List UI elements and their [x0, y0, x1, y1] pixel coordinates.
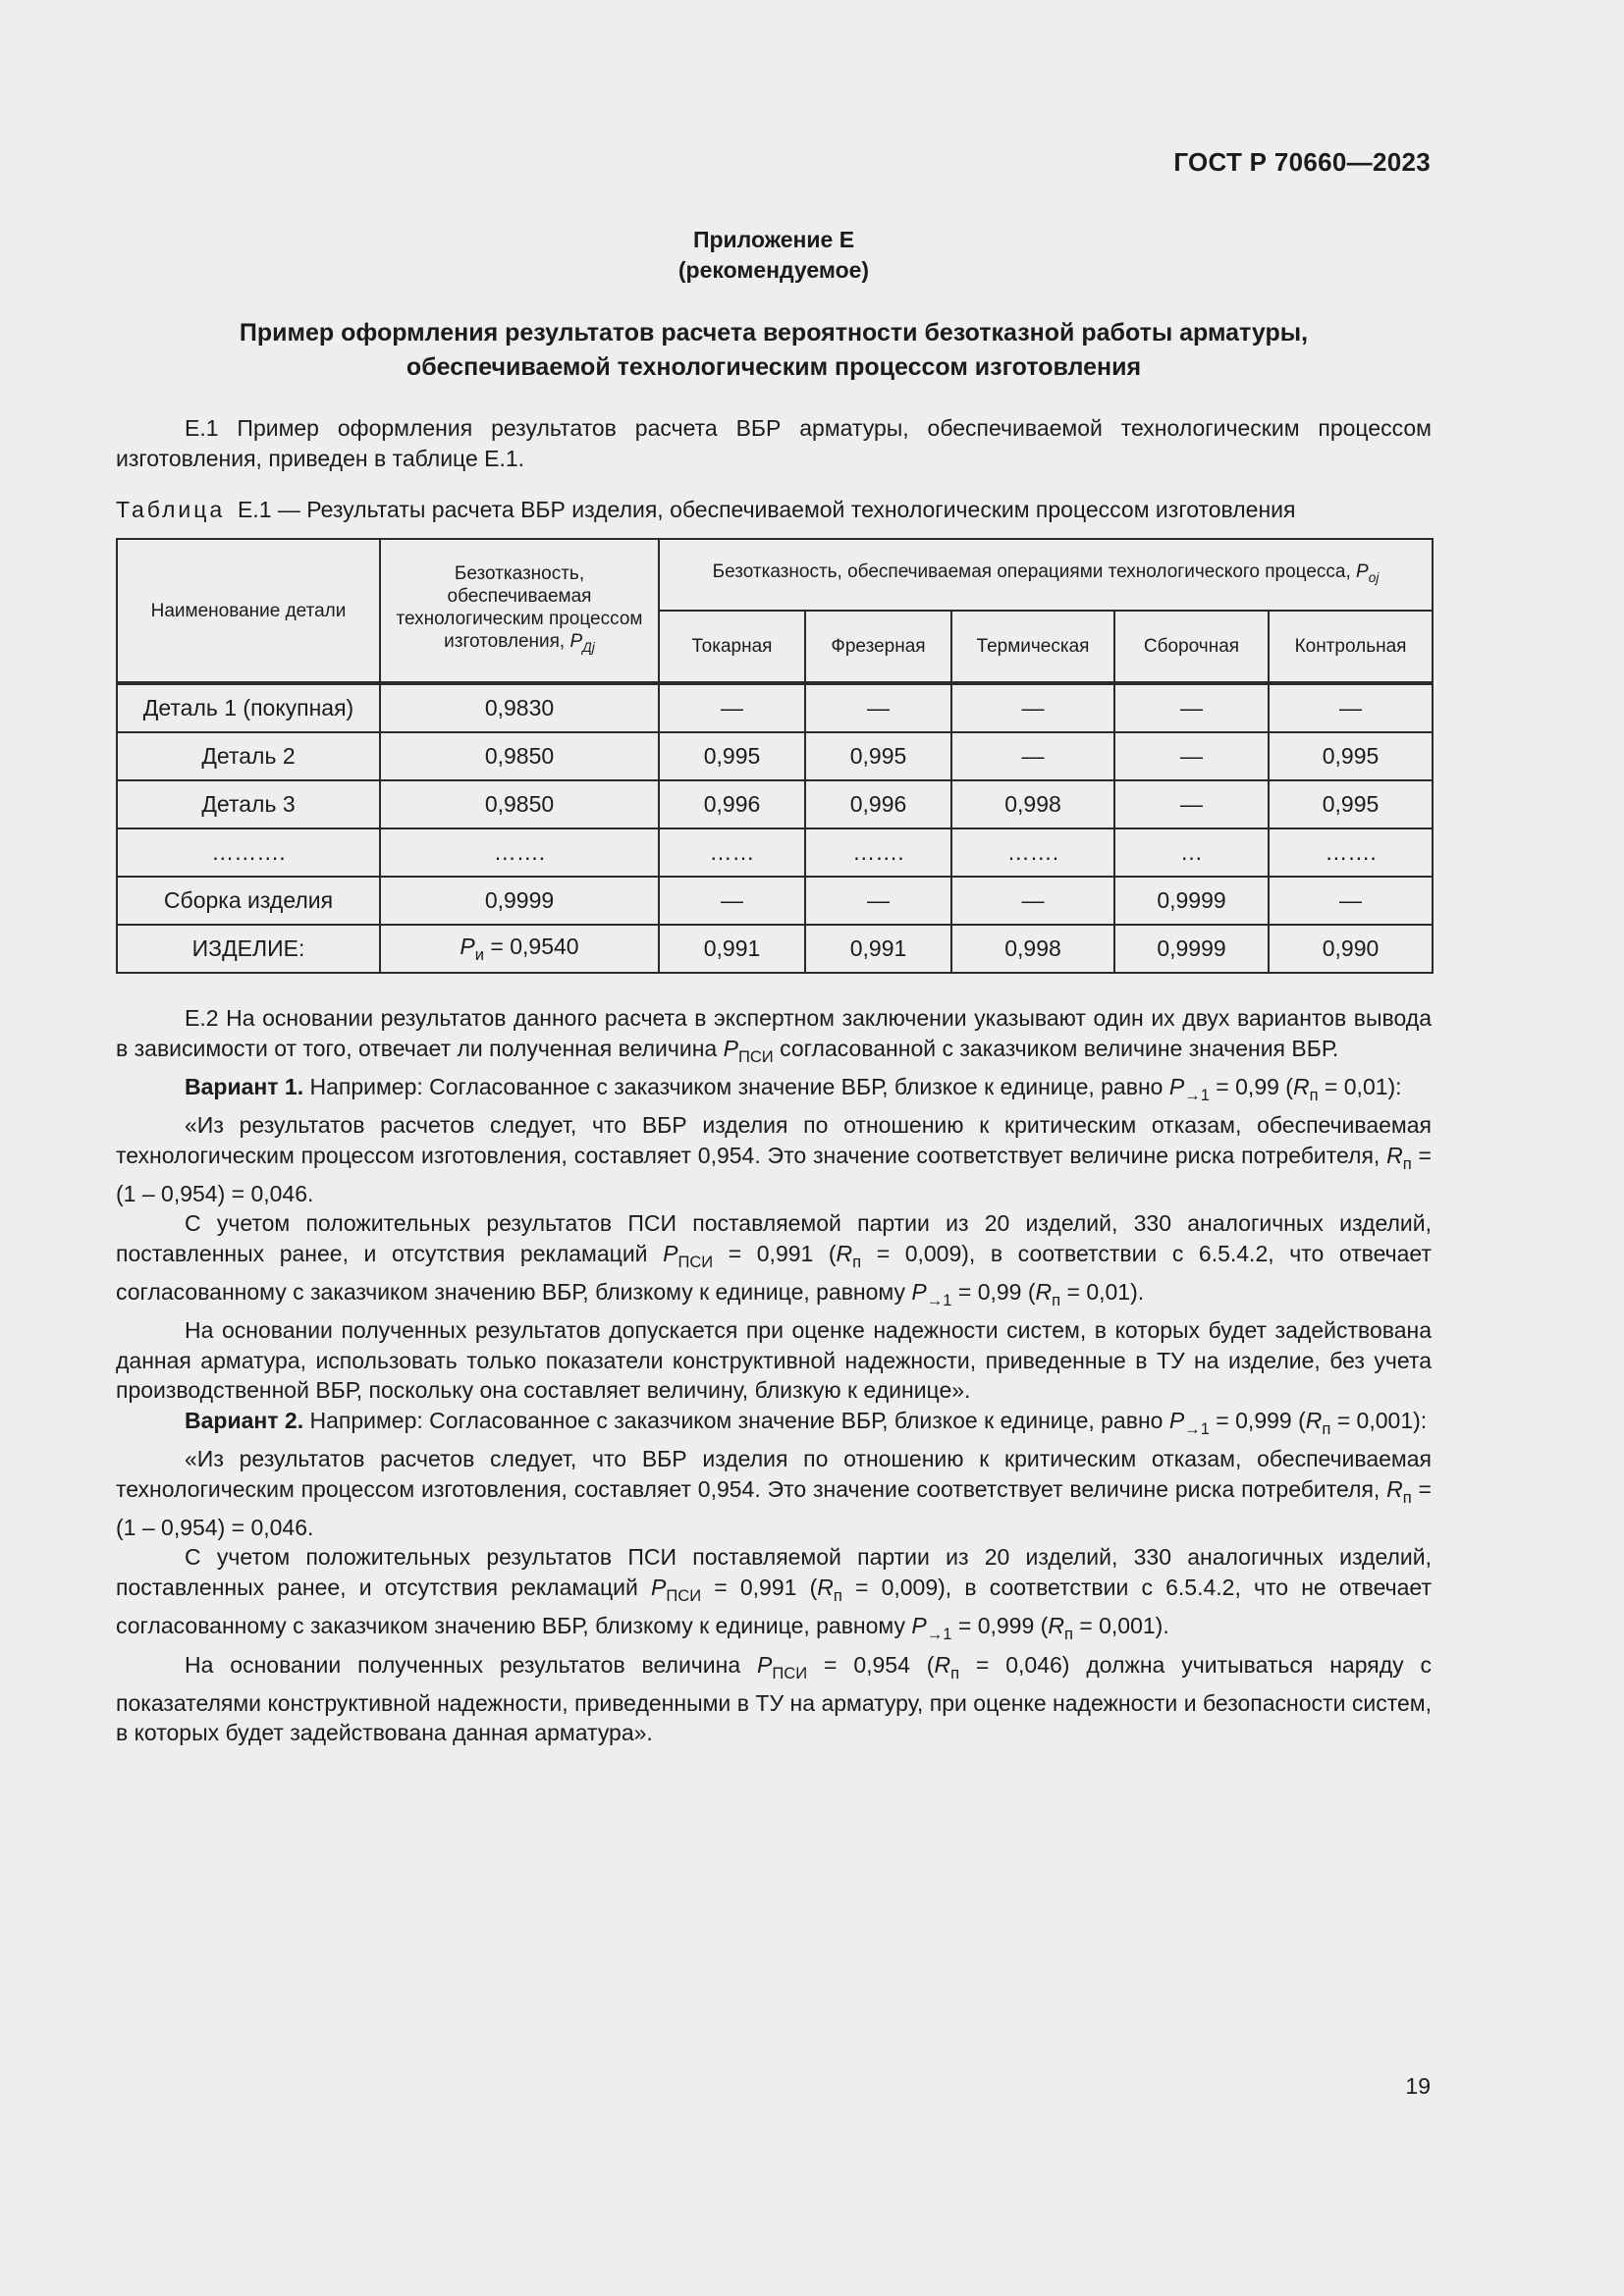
text-run: = 0,99 (	[951, 1279, 1036, 1306]
cell-value: 0,998	[951, 780, 1114, 828]
table-row	[117, 732, 1433, 780]
cell-tech	[380, 925, 659, 973]
subscript: →1	[926, 1625, 952, 1644]
table-row	[117, 780, 1433, 828]
subscript: п	[1402, 1487, 1412, 1507]
subscript: п	[1309, 1085, 1319, 1104]
subscript: п	[1052, 1290, 1061, 1309]
cell-value: —	[1269, 877, 1433, 925]
cell-name: ИЗДЕЛИЕ:	[117, 925, 380, 973]
text-run: С учетом положительных результатов ПСИ поставляемой партии из 20 изделий, 330 аналогичных изделий, поставленных ранее, и отсутствия рекламаций	[116, 1210, 1432, 1266]
col-header-op: Токарная	[659, 611, 805, 683]
text-run: = 0,001).	[1072, 1613, 1169, 1639]
cell-value: 0,990	[1269, 925, 1433, 973]
symbol: P	[911, 1279, 927, 1306]
variant-label: Вариант 2.	[185, 1407, 304, 1433]
col-header-op: Термическая	[951, 611, 1114, 683]
table-caption-prefix: Таблица	[116, 497, 226, 522]
variant-label: Вариант 1.	[185, 1073, 304, 1099]
cell-value: 0,995	[805, 732, 951, 780]
cell-value: …….	[805, 828, 951, 877]
cell-value: —	[1114, 780, 1269, 828]
cell-value: 0,996	[805, 780, 951, 828]
cell-value: —	[805, 683, 951, 732]
symbol: R	[1305, 1407, 1323, 1433]
text-run: = 0,999 (	[1209, 1407, 1306, 1433]
text-run: На основании полученных результатов величина	[185, 1651, 758, 1678]
symbol: P	[757, 1651, 773, 1678]
col-header-op: Фрезерная	[805, 611, 951, 683]
cell-value: ……	[659, 828, 805, 877]
text-run: Е.2 На основании результатов данного расчета в экспертном заключении указывают один их двух вариантов вывода в зависимости от того, отвечает ли полученная величина	[116, 1005, 1432, 1061]
cell-value: 0,991	[805, 925, 951, 973]
text-run: С учетом положительных результатов ПСИ поставляемой партии из 20 изделий, 330 аналогичных изделий, поставленных ранее, и отсутствия рекламаций	[116, 1544, 1432, 1600]
cell-value: 0,995	[1269, 732, 1433, 780]
col-header-op: Контрольная	[1269, 611, 1433, 683]
symbol: R	[1386, 1475, 1403, 1502]
table-row	[117, 683, 1433, 732]
paragraph-psi-1	[116, 1208, 1432, 1315]
body-text	[116, 1003, 1432, 1748]
subscript: п	[1322, 1418, 1331, 1438]
paragraph-quote-2	[116, 1444, 1432, 1542]
col-header-tech-subscript: Дj	[582, 639, 595, 655]
cell-value: —	[951, 877, 1114, 925]
cell-value: —	[1114, 732, 1269, 780]
results-table	[116, 538, 1434, 974]
section-title-line-2: обеспечиваемой технологическим процессом изготовления	[406, 353, 1142, 381]
text-run: = 0,01):	[1318, 1073, 1402, 1099]
table-row	[117, 877, 1433, 925]
cell-tech: 0,9830	[380, 683, 659, 732]
paragraph-variant-2	[116, 1406, 1432, 1444]
table-caption-text: Е.1 — Результаты расчета ВБР изделия, обеспечиваемой технологическим процессом изготовления	[237, 497, 1296, 522]
text-run: = 0,01).	[1060, 1279, 1145, 1306]
text-run: = 0,99 (	[1209, 1073, 1293, 1099]
paragraph-conclusion-1: На основании полученных результатов допускается при оценке надежности систем, в которых будет задействована данная арматура, использовать только показатели конструктивной надежности, приведенные в ТУ на изделие, без учета производственной ВБР, поскольку она составляет величину, близкую к единице».	[116, 1317, 1432, 1404]
text-run: = 0,009), в соответствии с 6.5.4.2, что не отвечает согласованному с заказчиком значению ВБР, близкому к единице, равному	[116, 1574, 1432, 1639]
symbol: P	[723, 1035, 738, 1061]
subscript: п	[1063, 1625, 1073, 1644]
col-header-tech-text: Безотказность, обеспечиваемая технологическим процессом изготовления,	[396, 563, 643, 653]
symbol: R	[1035, 1279, 1053, 1306]
appendix-title: Приложение Е	[692, 227, 855, 252]
cell-value: …….	[951, 828, 1114, 877]
subscript: ПСИ	[677, 1252, 714, 1271]
section-title	[116, 316, 1432, 385]
symbol: R	[1386, 1142, 1403, 1168]
cell-value: —	[1269, 683, 1433, 732]
paragraph-variant-1	[116, 1072, 1432, 1110]
standard-number: ГОСТ Р 70660—2023	[1173, 147, 1431, 177]
col-header-operations-symbol: P	[1356, 561, 1369, 583]
subscript: п	[950, 1663, 960, 1682]
cell-name: Деталь 3	[117, 780, 380, 828]
paragraph-conclusion-2	[116, 1650, 1432, 1748]
total-symbol: P	[460, 933, 475, 959]
text-run: «Из результатов расчетов следует, что ВБР изделия по отношению к критическим отказам, обеспечиваемая технологическим процессом изготовления, составляет 0,954. Это значение соответствует величине риска потребителя,	[116, 1112, 1432, 1168]
cell-tech: …….	[380, 828, 659, 877]
cell-value: —	[805, 877, 951, 925]
col-header-operations	[659, 539, 1433, 611]
col-header-operations-text: Безотказность, обеспечиваемая операциями технологического процесса,	[712, 561, 1351, 583]
table-row-total	[117, 925, 1433, 973]
cell-value: 0,995	[1269, 780, 1433, 828]
subscript: →1	[926, 1290, 952, 1309]
paragraph-quote-1	[116, 1110, 1432, 1208]
text-run: = 0,991 (	[701, 1574, 818, 1600]
cell-value: 0,9999	[1114, 877, 1269, 925]
paragraph-psi-2	[116, 1542, 1432, 1649]
text-run: = 0,001):	[1330, 1407, 1428, 1433]
cell-tech: 0,9850	[380, 732, 659, 780]
paragraph-e2	[116, 1003, 1432, 1072]
cell-name: ……….	[117, 828, 380, 877]
text-run: = (1 – 0,954) = 0,046.	[116, 1475, 1432, 1540]
cell-value: 0,998	[951, 925, 1114, 973]
cell-tech: 0,9850	[380, 780, 659, 828]
cell-tech: 0,9999	[380, 877, 659, 925]
table-row	[117, 828, 1433, 877]
subscript: п	[852, 1252, 862, 1271]
total-value: = 0,9540	[484, 933, 579, 959]
cell-value: —	[951, 732, 1114, 780]
symbol: P	[1168, 1407, 1185, 1433]
col-header-tech	[380, 539, 659, 683]
text-run: = (1 – 0,954) = 0,046.	[116, 1142, 1432, 1206]
appendix-subtitle: (рекомендуемое)	[677, 257, 870, 283]
text-run: «Из результатов расчетов следует, что ВБР изделия по отношению к критическим отказам, обеспечиваемая технологическим процессом изготовления, составляет 0,954. Это значение соответствует величине риска потребителя,	[116, 1446, 1432, 1502]
cell-value: 0,9999	[1114, 925, 1269, 973]
cell-name: Деталь 1 (покупная)	[117, 683, 380, 732]
symbol: R	[836, 1240, 853, 1266]
cell-value: —	[659, 877, 805, 925]
symbol: R	[1048, 1613, 1064, 1639]
cell-value: …	[1114, 828, 1269, 877]
subscript: ПСИ	[666, 1585, 702, 1605]
text-run: = 0,991 (	[713, 1240, 837, 1266]
cell-value: …….	[1269, 828, 1433, 877]
col-header-op: Сборочная	[1114, 611, 1269, 683]
symbol: R	[1292, 1073, 1310, 1099]
cell-value: 0,996	[659, 780, 805, 828]
text-run: = 0,999 (	[951, 1613, 1049, 1639]
cell-value: —	[951, 683, 1114, 732]
cell-name: Деталь 2	[117, 732, 380, 780]
subscript: →1	[1184, 1418, 1210, 1438]
subscript: ПСИ	[772, 1663, 808, 1682]
cell-value: —	[659, 683, 805, 732]
cell-value: —	[1114, 683, 1269, 732]
text-run: Например: Согласованное с заказчиком значение ВБР, близкое к единице, равно	[303, 1407, 1169, 1433]
col-header-name: Наименование детали	[117, 539, 380, 683]
col-header-operations-subscript: оj	[1368, 569, 1380, 585]
page-number: 19	[1405, 2073, 1431, 2099]
paragraph-e1: Е.1 Пример оформления результатов расчета ВБР арматуры, обеспечиваемой технологическим процессом изготовления, приведен в таблице Е.1.	[116, 415, 1432, 471]
subscript: п	[833, 1585, 842, 1605]
text-run: Например: Согласованное с заказчиком значение ВБР, близкое к единице, равно	[303, 1073, 1169, 1099]
text-run: = 0,009), в соответствии с 6.5.4.2, что отвечает согласованному с заказчиком значению ВБР, близкому к единице, равному	[116, 1240, 1432, 1306]
subscript: п	[1402, 1153, 1412, 1173]
cell-name: Сборка изделия	[117, 877, 380, 925]
text-run: согласованной с заказчиком величине значения ВБР.	[773, 1035, 1339, 1061]
cell-value: 0,995	[659, 732, 805, 780]
subscript: ПСИ	[737, 1046, 774, 1066]
symbol: R	[817, 1574, 834, 1600]
symbol: P	[651, 1574, 667, 1600]
cell-value: 0,991	[659, 925, 805, 973]
table-caption	[116, 497, 1295, 523]
total-subscript: и	[474, 944, 485, 964]
symbol: P	[911, 1613, 927, 1639]
text-run: = 0,046) должна учитываться наряду с показателями конструктивной надежности, приведенными в ТУ на арматуру, при оценке надежности и безопасности систем, в которых будет задействована данная арматура».	[116, 1651, 1433, 1746]
col-header-tech-symbol: P	[569, 631, 583, 653]
symbol: P	[1168, 1073, 1185, 1099]
symbol: R	[934, 1651, 951, 1678]
text-run: = 0,954 (	[807, 1651, 935, 1678]
subscript: →1	[1184, 1085, 1210, 1104]
section-title-line-1: Пример оформления результатов расчета вероятности безотказной работы арматуры,	[239, 319, 1309, 347]
symbol: P	[663, 1240, 678, 1266]
